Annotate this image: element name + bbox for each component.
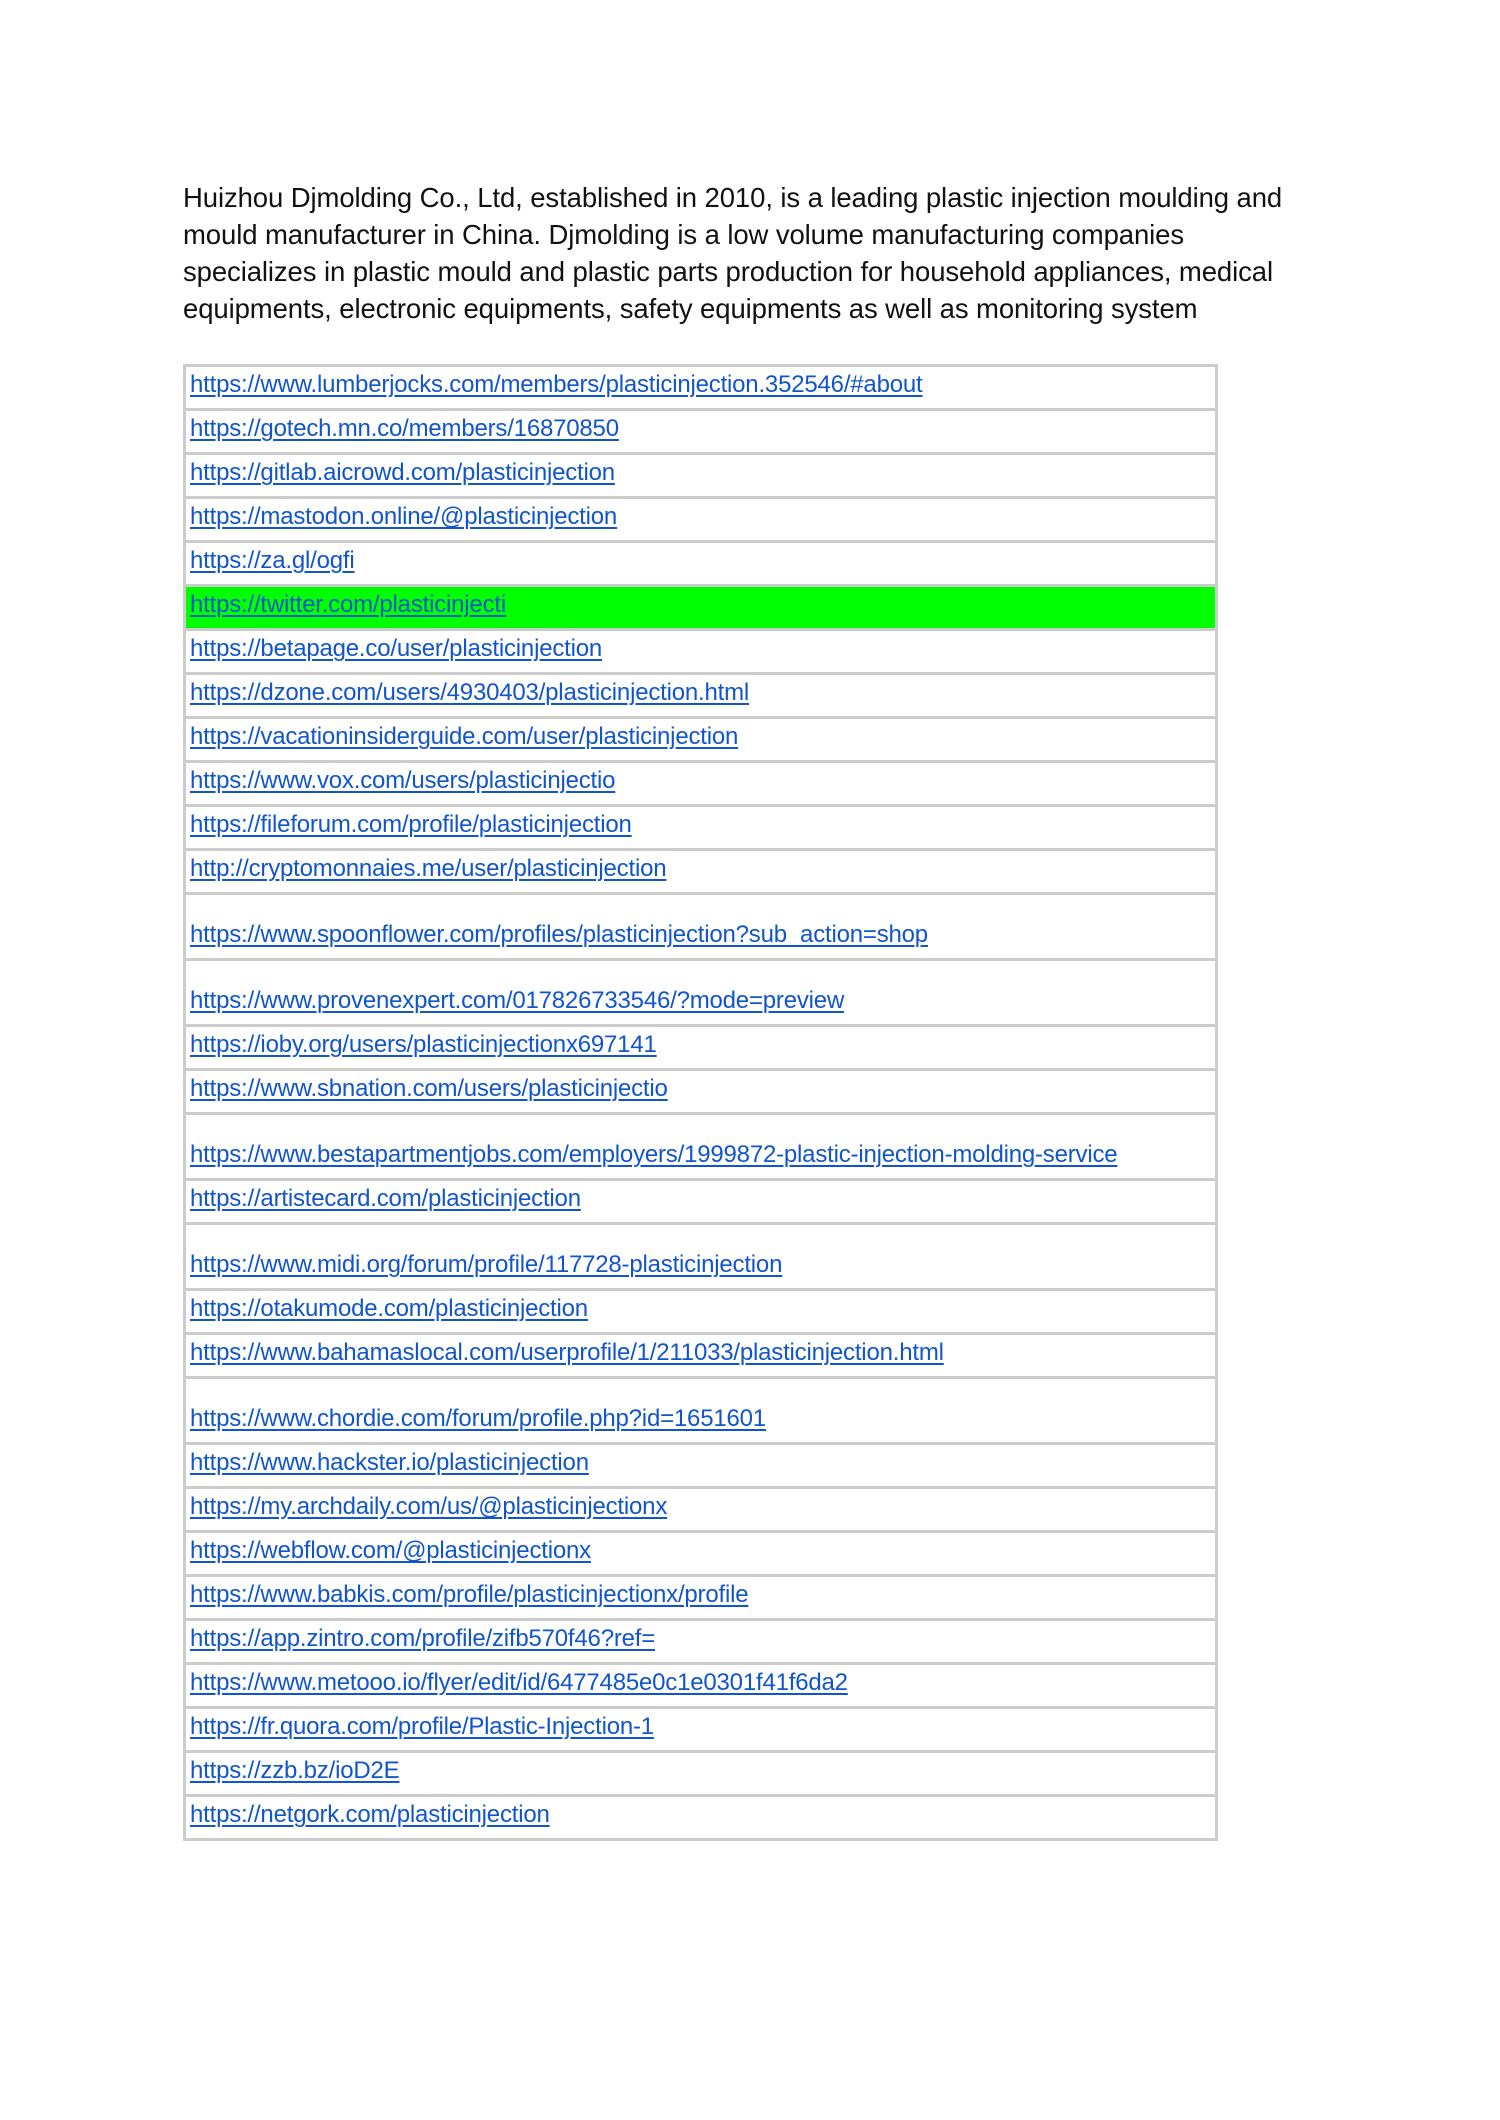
table-cell [185,1378,1217,1444]
table-cell [185,718,1217,762]
link-ioby[interactable]: https://ioby.org/users/plasticinjectionx697141 [190,1031,657,1058]
table-row [185,1796,1217,1840]
link-provenexpert[interactable]: https://www.provenexpert.com/017826733546/?mode=preview [190,987,845,1014]
table-cell [185,1180,1217,1224]
link-gitlab-aicrowd[interactable]: https://gitlab.aicrowd.com/plasticinjection [190,459,615,486]
intro-paragraph: Huizhou Djmolding Co., Ltd, established in 2010, is a leading plastic injection moulding and mould manufacturer in China. Djmolding is a low volume manufacturing companies specializes in plastic mould and plastic parts production for household appliances, medical equipments, electronic equipments, safety equipments as well as monitoring system [183,182,1283,324]
table-cell [185,806,1217,850]
table-cell [185,1532,1217,1576]
table-cell [185,366,1217,410]
link-dzone[interactable]: https://dzone.com/users/4930403/plasticinjection.html [190,679,750,706]
table-cell [185,1070,1217,1114]
table-cell [185,542,1217,586]
table-row [185,850,1217,894]
table-row [185,1070,1217,1114]
table-row [185,498,1217,542]
table-row [185,674,1217,718]
link-mastodon[interactable]: https://mastodon.online/@plasticinjection [190,503,618,530]
table-cell [185,762,1217,806]
table-row [185,1180,1217,1224]
table-row [185,454,1217,498]
table-row [185,1114,1217,1180]
table-cell [185,850,1217,894]
link-netgork[interactable]: https://netgork.com/plasticinjection [190,1801,550,1828]
table-row [185,1620,1217,1664]
table-cell [185,1752,1217,1796]
table-row [185,1576,1217,1620]
table-row [185,1290,1217,1334]
table-row [185,1532,1217,1576]
link-webflow[interactable]: https://webflow.com/@plasticinjectionx [190,1537,591,1564]
link-fileforum[interactable]: https://fileforum.com/profile/plasticinjection [190,811,632,838]
table-cell [185,960,1217,1026]
table-cell [185,410,1217,454]
link-sbnation[interactable]: https://www.sbnation.com/users/plasticinjectio [190,1075,668,1102]
link-chordie[interactable]: https://www.chordie.com/forum/profile.php?id=1651601 [190,1405,766,1432]
link-zagl[interactable]: https://za.gl/ogfi [190,547,355,574]
table-row [185,1378,1217,1444]
table-cell [185,1488,1217,1532]
table-row [185,1224,1217,1290]
table-cell [185,630,1217,674]
table-cell [185,1664,1217,1708]
table-cell [185,1796,1217,1840]
table-cell [185,454,1217,498]
link-vox[interactable]: https://www.vox.com/users/plasticinjectio [190,767,616,794]
link-gotech[interactable]: https://gotech.mn.co/members/16870850 [190,415,619,442]
table-row [185,960,1217,1026]
table-cell [185,586,1217,630]
table-row [185,1664,1217,1708]
table-row [185,1334,1217,1378]
link-quora[interactable]: https://fr.quora.com/profile/Plastic-Injection-1 [190,1713,654,1740]
table-row [185,1708,1217,1752]
link-bestapartmentjobs[interactable]: https://www.bestapartmentjobs.com/employers/1999872-plastic-injection-molding-service [190,1141,1118,1168]
table-row [185,718,1217,762]
table-row [185,1488,1217,1532]
link-metooo[interactable]: https://www.metooo.io/flyer/edit/id/6477485e0c1e0301f41f6da2 [190,1669,848,1696]
link-zzb[interactable]: https://zzb.bz/ioD2E [190,1757,400,1784]
table-cell [185,1334,1217,1378]
table-cell [185,674,1217,718]
table-row [185,366,1217,410]
link-betapage[interactable]: https://betapage.co/user/plasticinjection [190,635,603,662]
table-row [185,542,1217,586]
table-row [185,1444,1217,1488]
link-hackster[interactable]: https://www.hackster.io/plasticinjection [190,1449,589,1476]
table-cell [185,1026,1217,1070]
link-cryptomonnaies[interactable]: http://cryptomonnaies.me/user/plasticinjection [190,855,667,882]
link-zintro[interactable]: https://app.zintro.com/profile/zifb570f46?ref= [190,1625,656,1652]
table-cell [185,1114,1217,1180]
link-archdaily[interactable]: https://my.archdaily.com/us/@plasticinjectionx [190,1493,668,1520]
table-row [185,630,1217,674]
table-cell [185,1708,1217,1752]
table-cell [185,1444,1217,1488]
table-row [185,1026,1217,1070]
table-cell [185,1576,1217,1620]
table-cell [185,1224,1217,1290]
link-otakumode[interactable]: https://otakumode.com/plasticinjection [190,1295,588,1322]
link-bahamaslocal[interactable]: https://www.bahamaslocal.com/userprofile/1/211033/plasticinjection.html [190,1339,944,1366]
links-table [183,364,1218,1841]
link-midi[interactable]: https://www.midi.org/forum/profile/117728-plasticinjection [190,1251,783,1278]
table-row [185,806,1217,850]
table-row [185,1752,1217,1796]
table-cell [185,498,1217,542]
table-row-highlighted [185,586,1217,630]
table-row [185,410,1217,454]
table-cell [185,1290,1217,1334]
table-cell [185,894,1217,960]
table-cell [185,1620,1217,1664]
link-vacationinsiderguide[interactable]: https://vacationinsiderguide.com/user/plasticinjection [190,723,739,750]
table-row [185,894,1217,960]
table-row [185,762,1217,806]
link-artistecard[interactable]: https://artistecard.com/plasticinjection [190,1185,581,1212]
link-spoonflower[interactable]: https://www.spoonflower.com/profiles/plasticinjection?sub_action=shop [190,921,928,948]
link-lumberjocks[interactable]: https://www.lumberjocks.com/members/plasticinjection.352546/#about [190,371,923,398]
link-twitter[interactable]: https://twitter.com/plasticinjecti [190,591,506,618]
link-babkis[interactable]: https://www.babkis.com/profile/plasticinjectionx/profile [190,1581,749,1608]
